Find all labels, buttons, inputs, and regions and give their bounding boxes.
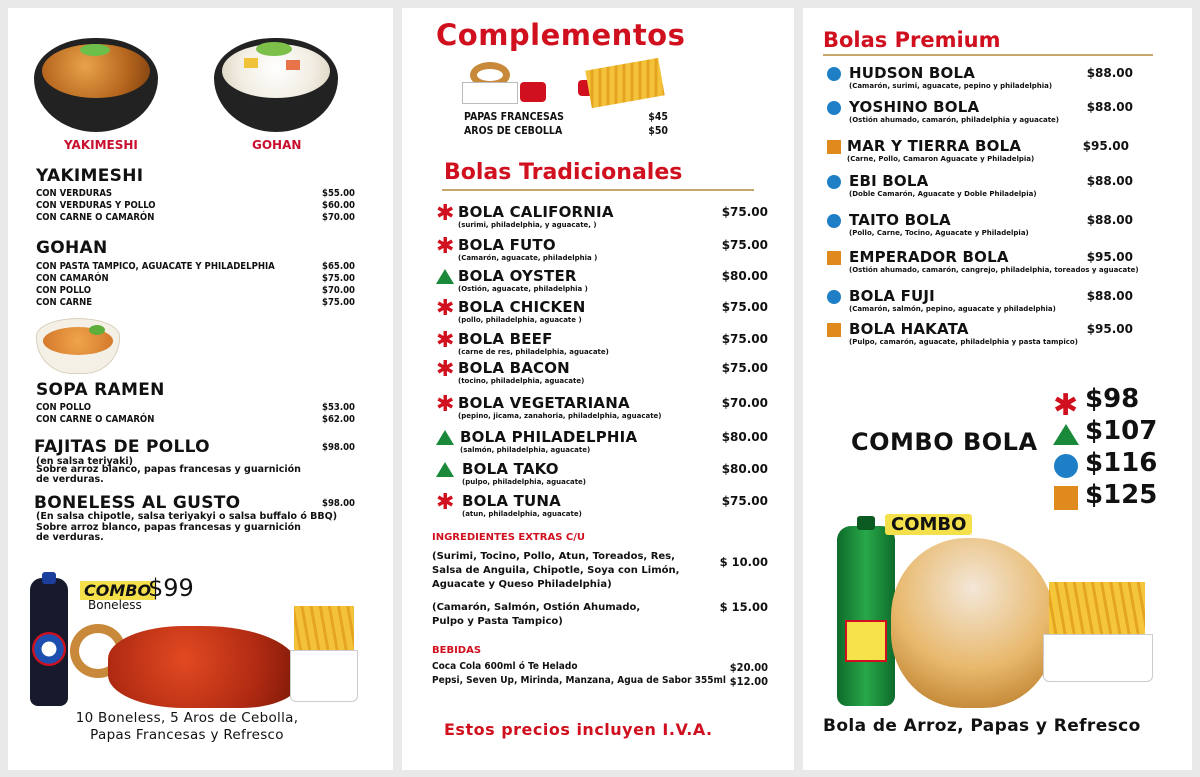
- premium-item: BOLA FUJI (Camarón, salmón, pepino, aguacate y philadelphia) $88.00: [827, 287, 1133, 315]
- circle-icon: [827, 67, 841, 81]
- bola-item: ✱ BOLA CHICKEN (pollo, philadelphia, aguacate ) $75.00: [436, 296, 768, 324]
- french-fries-image: [585, 58, 664, 108]
- fajitas-desc-3: de verduras.: [36, 474, 104, 485]
- circle-icon: [827, 214, 841, 228]
- section-divider: [442, 189, 754, 191]
- extras1-line: Aguacate y Queso Philadelphia): [432, 579, 612, 590]
- ramen-title: SOPA RAMEN: [36, 380, 165, 400]
- extras-title: INGREDIENTES EXTRAS C/U: [432, 532, 585, 543]
- star-icon: ✱: [436, 234, 455, 259]
- tradicionales-title: Bolas Tradicionales: [444, 160, 683, 185]
- combo-badge: COMBO: [80, 581, 155, 600]
- menu-row: CON VERDURAS $55.00: [36, 188, 355, 199]
- extras2-line: (Camarón, Salmón, Ostión Ahumado,: [432, 602, 641, 613]
- combo-badge-sub: Boneless: [88, 598, 142, 612]
- combo-price-triangle: $107: [1085, 416, 1158, 446]
- circle-icon: [827, 290, 841, 304]
- menu-row: CON PASTA TAMPICO, AGUACATE Y PHILADELPHIA $65.00: [36, 261, 355, 272]
- bola-item: BOLA TAKO (pulpo, philadelphia, aguacate) $80.00: [436, 460, 768, 486]
- gohan-bowl-image: [214, 38, 338, 132]
- circle-icon: [827, 175, 841, 189]
- bola-item: ✱ BOLA CALIFORNIA (surimi, philadelphia, y aguacate, ) $75.00: [436, 201, 768, 229]
- boneless-wings-image: [108, 626, 298, 708]
- yakimeshi-bowl-image: [34, 38, 158, 132]
- premium-item: HUDSON BOLA (Camarón, surimi, aguacate, pepino y philadelphia) $88.00: [827, 64, 1133, 92]
- fries-image: [290, 606, 358, 702]
- rice-ball-image: [891, 538, 1055, 708]
- triangle-icon: [436, 430, 454, 445]
- sauce-cup-image: [520, 82, 546, 102]
- combo-bola-title: COMBO BOLA: [851, 428, 1038, 456]
- premium-title: Bolas Premium: [823, 28, 1001, 52]
- bola-item: ✱ BOLA FUTO (Camarón, aguacate, philadelphia ) $75.00: [436, 234, 768, 262]
- gohan-caption: GOHAN: [252, 138, 302, 152]
- left-panel: [8, 8, 393, 770]
- premium-item: MAR Y TIERRA BOLA (Carne, Pollo, Camaron Aguacate y Philadelpia) $95.00: [827, 137, 1129, 165]
- menu-row: PAPAS FRANCESAS $45: [464, 111, 668, 123]
- bola-item: ✱ BOLA BACON (tocino, philadelphia, aguacate) $75.00: [436, 357, 768, 385]
- menu-row: CON CARNE O CAMARÓN $62.00: [36, 414, 355, 425]
- yakimeshi-title: YAKIMESHI: [36, 166, 144, 186]
- extras1-price: $ 10.00: [719, 555, 768, 569]
- star-icon: ✱: [436, 357, 455, 382]
- combo-bola-desc: Bola de Arroz, Papas y Refresco: [823, 716, 1141, 736]
- bola-item: ✱ BOLA VEGETARIANA (pepino, jicama, zanahoria, philadelphia, aguacate) $70.00: [436, 392, 768, 420]
- boneless-desc-3: de verduras.: [36, 532, 104, 543]
- pepsi-bottle-image: [30, 578, 68, 706]
- fajitas-desc-1: (en salsa teriyaki): [36, 456, 133, 467]
- bola-item: BOLA OYSTER (Ostión, aguacate, philadelphia ) $80.00: [436, 267, 768, 293]
- section-divider: [823, 54, 1153, 56]
- square-icon: [827, 140, 841, 154]
- star-icon: ✱: [436, 392, 455, 417]
- menu-row: CON CARNE O CAMARÓN $70.00: [36, 212, 355, 223]
- yakimeshi-caption: YAKIMESHI: [64, 138, 138, 152]
- square-icon: [1054, 486, 1078, 510]
- right-panel: [803, 8, 1192, 770]
- circle-icon: [827, 101, 841, 115]
- extras2-line: Pulpo y Pasta Tampico): [432, 616, 563, 627]
- premium-item: EBI BOLA (Doble Camarón, Aguacate y Doble Philadelpia) $88.00: [827, 172, 1133, 200]
- boneless-desc-1: (En salsa chipotle, salsa teriyakyi o salsa buffalo ó BBQ): [36, 511, 338, 522]
- menu-row: CON POLLO $70.00: [36, 285, 355, 296]
- star-icon: ✱: [1053, 388, 1079, 423]
- combo-price-circle: $116: [1085, 448, 1158, 478]
- menu-row: CON POLLO $53.00: [36, 402, 355, 413]
- triangle-icon: [436, 462, 454, 477]
- menu-row: CON VERDURAS Y POLLO $60.00: [36, 200, 355, 211]
- star-icon: ✱: [436, 201, 455, 226]
- premium-item: BOLA HAKATA (Pulpo, camarón, aguacate, philadelphia y pasta tampico) $95.00: [827, 320, 1133, 348]
- boneless-desc-2: Sobre arroz blanco, papas francesas y guarnición: [36, 522, 301, 533]
- bola-item: BOLA PHILADELPHIA (salmón, philadelphia, aguacate) $80.00: [436, 428, 768, 454]
- fajitas-title: FAJITAS DE POLLO: [34, 437, 210, 457]
- triangle-icon: [436, 269, 454, 284]
- fries-image: [1043, 582, 1153, 682]
- fajitas-desc-2: Sobre arroz blanco, papas francesas y guarnición: [36, 464, 301, 475]
- square-icon: [827, 251, 841, 265]
- combo-badge: COMBO: [885, 514, 972, 535]
- star-icon: ✱: [436, 296, 455, 321]
- premium-item: EMPERADOR BOLA (Ostión ahumado, camarón, cangrejo, philadelphia, toreados y aguacate) $95.00: [827, 248, 1133, 276]
- circle-icon: [1054, 454, 1078, 478]
- menu-row: AROS DE CEBOLLA $50: [464, 125, 668, 137]
- onion-rings-image: [462, 62, 518, 106]
- fajitas-price-row: $98.00: [322, 442, 355, 453]
- bebidas-title: BEBIDAS: [432, 645, 482, 656]
- extras1-line: (Surimi, Tocino, Pollo, Atun, Toreados, Res,: [432, 551, 675, 562]
- premium-item: YOSHINO BOLA (Ostión ahumado, camarón, philadelphia y aguacate) $88.00: [827, 98, 1133, 126]
- ramen-bowl-image: [36, 318, 120, 374]
- menu-row: Pepsi, Seven Up, Mirinda, Manzana, Agua de Sabor 355ml $12.00: [432, 675, 768, 688]
- triangle-icon: [1053, 424, 1079, 445]
- bola-item: ✱ BOLA BEEF (carne de res, philadelphia, aguacate) $75.00: [436, 328, 768, 356]
- combo-price-star: $98: [1085, 384, 1140, 414]
- bola-item: ✱ BOLA TUNA (atun, philadelphia, aguacate) $75.00: [436, 490, 768, 518]
- combo-desc-2: Papas Francesas y Refresco: [90, 727, 284, 743]
- combo-price: $99: [148, 574, 194, 602]
- square-icon: [827, 323, 841, 337]
- seven-up-bottle-image: [837, 526, 895, 706]
- menu-row: Coca Cola 600ml ó Te Helado $20.00: [432, 661, 768, 674]
- star-icon: ✱: [436, 328, 455, 353]
- combo-desc-1: 10 Boneless, 5 Aros de Cebolla,: [75, 710, 299, 726]
- menu-row: CON CARNE $75.00: [36, 297, 355, 308]
- boneless-price-row: $98.00: [322, 498, 355, 509]
- extras1-line: Salsa de Anguila, Chipotle, Soya con Limón,: [432, 565, 680, 576]
- complementos-title: Complementos: [436, 18, 686, 52]
- iva-note: Estos precios incluyen I.V.A.: [444, 720, 713, 739]
- premium-item: TAITO BOLA (Pollo, Carne, Tocino, Aguacate y Philadelpia) $88.00: [827, 211, 1133, 239]
- boneless-title: BONELESS AL GUSTO: [34, 493, 241, 513]
- combo-price-square: $125: [1085, 480, 1158, 510]
- extras2-price: $ 15.00: [719, 600, 768, 614]
- gohan-title: GOHAN: [36, 238, 108, 258]
- menu-row: CON CAMARÓN $75.00: [36, 273, 355, 284]
- star-icon: ✱: [436, 490, 455, 515]
- middle-panel: [402, 8, 794, 770]
